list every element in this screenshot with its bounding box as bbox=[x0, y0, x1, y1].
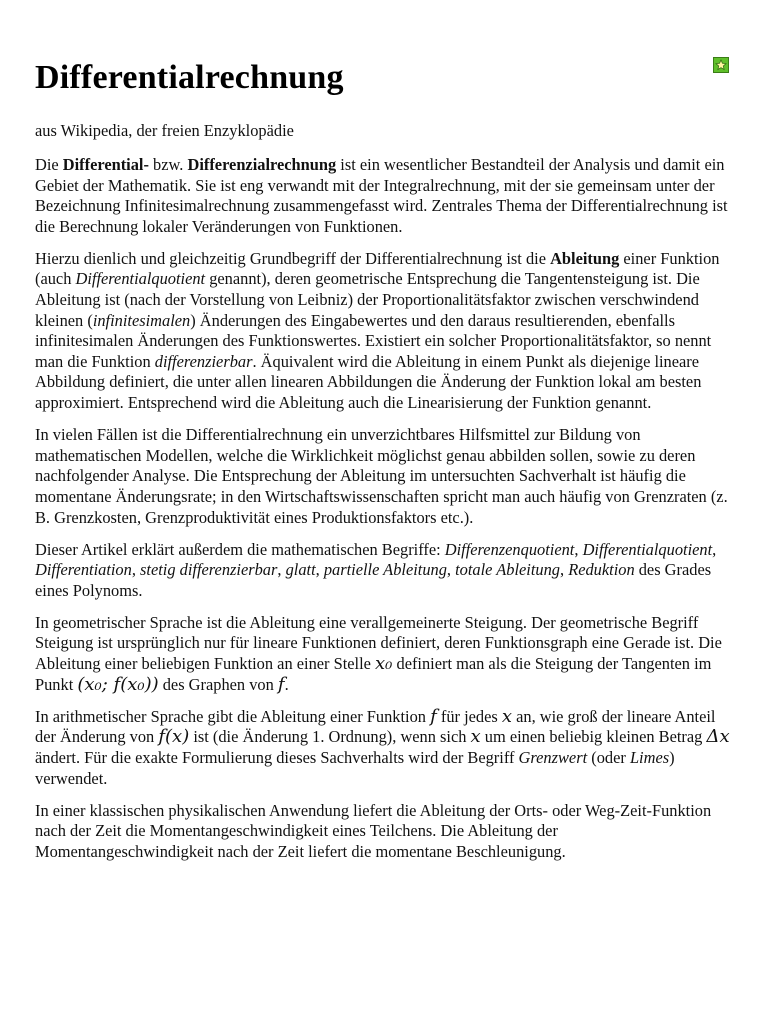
text: ) verwendet. bbox=[35, 747, 675, 788]
text: . Äquivalent wird die Ableitung in einem Punkt als diejenige lineare Abbildung definiert, die unter allen linearen Abbildungen die Änderung der Funktion lokal am besten approximiert. Entsprechend wird die Ableitung auch die Linearisierung der Funktion genannt. bbox=[35, 351, 702, 413]
text: , bbox=[559, 560, 569, 580]
text: Die bbox=[35, 155, 63, 174]
paragraph-begriffe bbox=[35, 540, 731, 602]
text: definiert man als die Steigung der Tangenten im Punkt bbox=[35, 654, 712, 694]
text: , bbox=[131, 560, 141, 580]
italic-term: Differenzenquotient bbox=[444, 539, 575, 559]
math-formula: f bbox=[277, 673, 285, 695]
math-formula: (x₀; f(x₀)) bbox=[77, 673, 159, 695]
bold-term: Ableitung bbox=[550, 248, 620, 268]
math-formula: f(x) bbox=[158, 726, 190, 748]
italic-term: Differentiation bbox=[35, 560, 132, 580]
italic-term: differenzierbar bbox=[154, 351, 253, 371]
italic-term: glatt bbox=[285, 560, 316, 580]
star-glyph-icon bbox=[715, 59, 727, 71]
text: , bbox=[574, 539, 583, 559]
math-formula: x bbox=[501, 705, 513, 727]
text: an, wie groß der lineare Anteil der Änderung von bbox=[35, 706, 716, 747]
paragraph-geometrisch bbox=[35, 613, 731, 695]
text: genannt), deren geometrische Entsprechung die Tangentensteigung ist. Die Ableitung ist (nach der Vorstellung von Leibniz) der Proportionalitätsfaktor zwischen verschwindend kleinen ( bbox=[35, 269, 700, 330]
paragraph-ableitung bbox=[35, 249, 731, 414]
math-formula: x bbox=[470, 726, 481, 748]
italic-term: Differentialquotient bbox=[582, 539, 713, 559]
paragraph-modelle: In vielen Fällen ist die Differentialrechnung ein unverzichtbares Hilfsmittel zur Bildung von mathematischen Modellen, welche die Wirklichkeit möglichst genau abbilden sollen, sowie zu deren nachfolgender Analyse. Die Entsprechung der Ableitung im untersuchten Sachverhalt ist häufig die momentane Änderungsrate; in den Wirtschaftswissenschaften spricht man auch häufig von Grenzraten (z. B. Grenzkosten, Grenzproduktivität eines Produktionsfaktors etc.). bbox=[35, 425, 728, 527]
italic-term: Differentialquotient bbox=[75, 269, 206, 289]
article-body bbox=[35, 155, 731, 874]
italic-term: partielle Ableitung bbox=[323, 560, 447, 580]
text: einer Funktion (auch bbox=[35, 248, 720, 289]
italic-term: Grenzwert bbox=[518, 747, 588, 767]
math-formula: Δx bbox=[706, 726, 730, 748]
text: , bbox=[315, 560, 324, 580]
italic-term: Limes bbox=[629, 747, 670, 767]
text: , bbox=[446, 560, 456, 580]
page-title: Differentialrechnung bbox=[35, 59, 344, 96]
paragraph-physik: In einer klassischen physikalischen Anwendung liefert die Ableitung der Orts- oder Weg-Zeit-Funktion nach der Zeit die Momentangeschwindigkeit eines Teilchens. Die Ableitung der Momentangeschwindigkeit nach der Zeit liefert die momentane Beschleunigung. bbox=[35, 800, 712, 861]
text: für jedes bbox=[436, 706, 502, 726]
text: In geometrischer Sprache ist die Ableitung eine verallgemeinerte Steigung. Der geometrische Begriff Steigung ist ursprünglich nur für lineare Funktionen definiert, deren Funktionsgraph eine Gerade ist. Die Ableitung einer beliebigen Funktion an einer Stelle bbox=[35, 612, 722, 674]
paragraph-intro bbox=[35, 155, 731, 237]
text: In arithmetischer Sprache gibt die Ableitung einer Funktion bbox=[35, 706, 431, 726]
text: , bbox=[277, 560, 286, 580]
bold-term: Differential- bbox=[62, 155, 149, 174]
text: ist (die Änderung 1. Ordnung), wenn sich bbox=[189, 727, 471, 747]
math-formula: f bbox=[430, 705, 437, 727]
italic-term: totale Ableitung bbox=[455, 560, 560, 580]
text: (oder bbox=[587, 747, 630, 767]
text: des Grades eines Polynoms. bbox=[35, 560, 712, 600]
text: , bbox=[712, 539, 717, 559]
bold-term: Differenzialrechnung bbox=[187, 155, 337, 174]
page-subtitle: aus Wikipedia, der freien Enzyklopädie bbox=[35, 121, 294, 140]
text: . bbox=[284, 674, 289, 694]
text: ist ein wesentlicher Bestandteil der Analysis und damit ein Gebiet der Mathematik. Sie ist eng verwandt mit der Integralrechnung, mit der sie gemeinsam unter der Bezeichnung Infinitesimalrechnung zusammengefasst wird. Zentrales Thema der Differentialrechnung ist die Berechnung lokaler Veränderungen von Funktionen. bbox=[35, 155, 728, 236]
math-formula: x₀ bbox=[375, 653, 393, 675]
italic-term: Reduktion bbox=[568, 560, 635, 580]
text: ) Änderungen des Eingabewertes und den daraus resultierenden, ebenfalls infinitesimalen Änderungen des Funktionswertes. Existiert ein solcher Proportionalitätsfaktor, so nennt man die Funktion bbox=[35, 310, 712, 371]
text: bzw. bbox=[148, 155, 188, 174]
text: um einen beliebig kleinen Betrag bbox=[480, 727, 707, 747]
text: Hierzu dienlich und gleichzeitig Grundbegriff der Differentialrechnung ist die bbox=[35, 248, 551, 268]
italic-term: infinitesimalen bbox=[92, 310, 191, 330]
text: ändert. Für die exakte Formulierung dieses Sachverhalts wird der Begriff bbox=[35, 747, 519, 767]
text: des Graphen von bbox=[158, 674, 278, 694]
featured-star-icon[interactable] bbox=[713, 57, 729, 73]
italic-term: stetig differenzierbar bbox=[140, 560, 278, 580]
text: Dieser Artikel erklärt außerdem die mathematischen Begriffe: bbox=[35, 539, 445, 559]
paragraph-arithmetisch bbox=[35, 707, 731, 789]
